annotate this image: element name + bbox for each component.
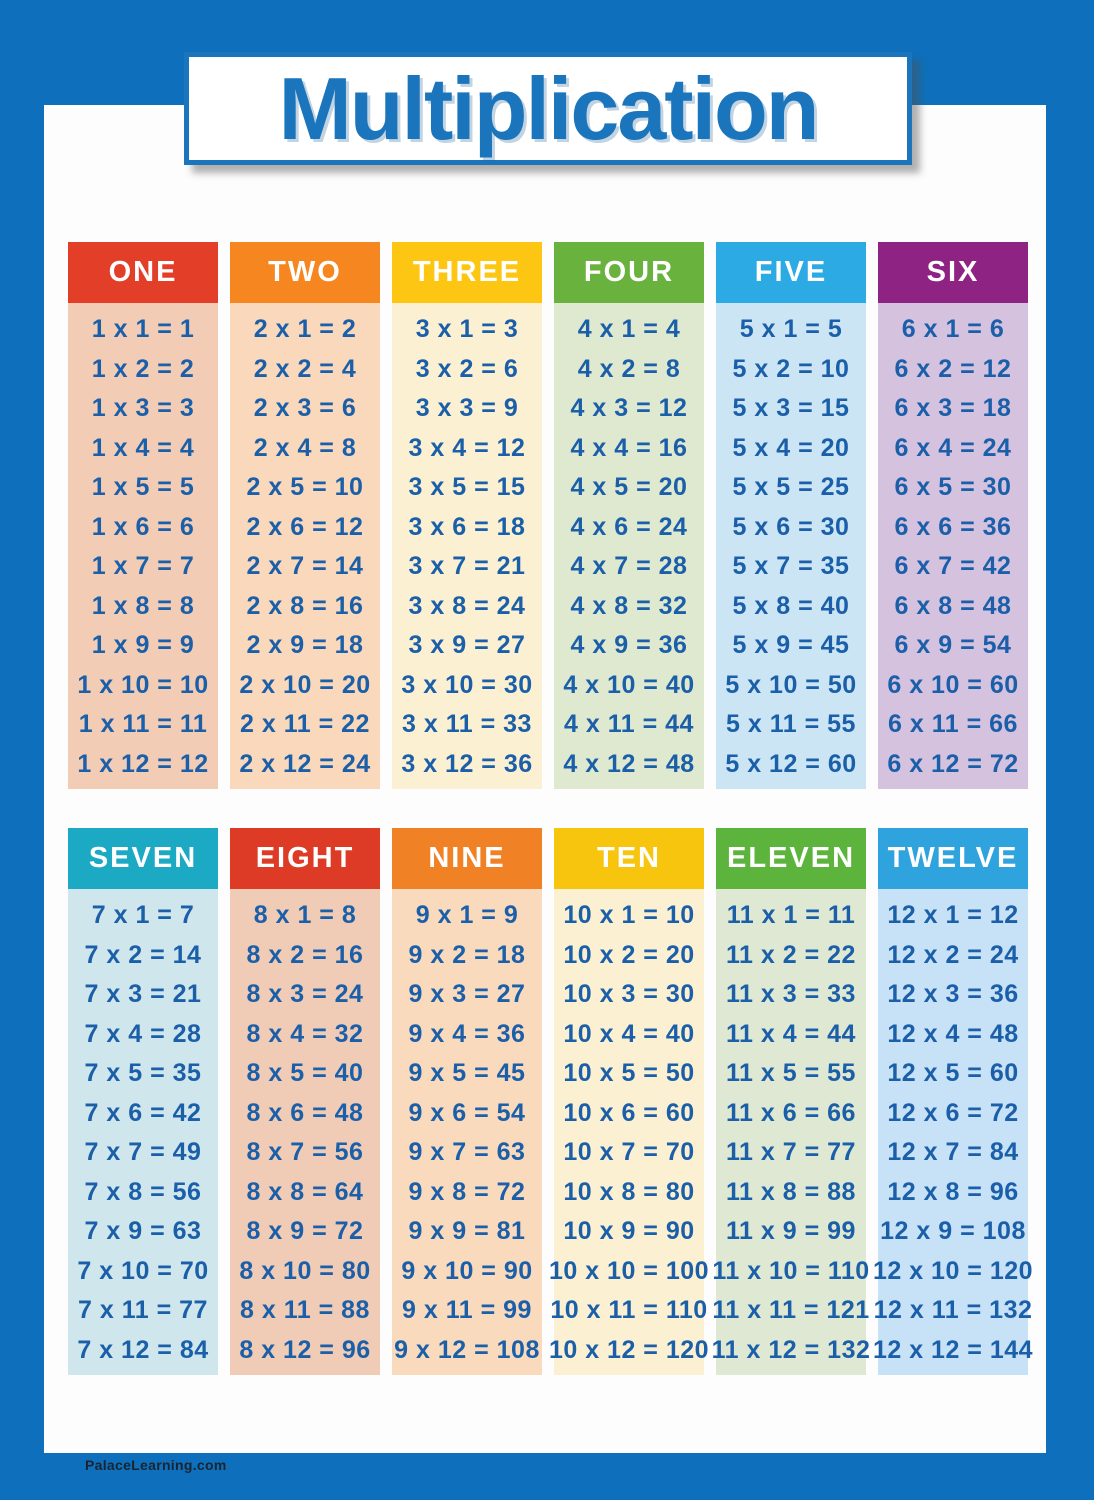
fact-cell: 5 x 10 = 50 [725, 670, 857, 699]
column-body [230, 303, 380, 789]
fact-cell: 9 x 12 = 108 [394, 1335, 540, 1364]
fact-cell: 4 x 3 = 12 [570, 394, 688, 423]
fact-cell: 10 x 1 = 10 [563, 901, 695, 930]
fact-cell: 12 x 12 = 144 [872, 1335, 1034, 1364]
fact-cell: 4 x 11 = 44 [564, 710, 694, 739]
fact-cell: 9 x 9 = 81 [408, 1217, 526, 1246]
fact-cell: 1 x 10 = 10 [77, 670, 209, 699]
tables-row-bottom [68, 828, 1034, 1375]
times-table-five [716, 242, 866, 789]
fact-cell: 3 x 5 = 15 [408, 473, 526, 502]
fact-cell: 2 x 6 = 12 [246, 512, 364, 541]
fact-cell: 10 x 8 = 80 [563, 1177, 695, 1206]
fact-cell: 1 x 5 = 5 [91, 473, 195, 502]
fact-cell: 8 x 4 = 32 [246, 1019, 364, 1048]
fact-cell: 8 x 12 = 96 [239, 1335, 371, 1364]
fact-cell: 3 x 4 = 12 [408, 433, 526, 462]
fact-cell: 12 x 10 = 120 [872, 1256, 1034, 1285]
fact-cell: 6 x 11 = 66 [888, 710, 1018, 739]
times-table-nine [392, 828, 542, 1375]
fact-cell: 9 x 5 = 45 [408, 1059, 526, 1088]
column-body [872, 889, 1034, 1375]
fact-cell: 11 x 6 = 66 [726, 1098, 856, 1127]
fact-cell: 12 x 6 = 72 [887, 1098, 1019, 1127]
fact-cell: 12 x 8 = 96 [887, 1177, 1019, 1206]
page-title: Multiplication [278, 58, 818, 158]
times-table-eight [230, 828, 380, 1375]
fact-cell: 1 x 12 = 12 [77, 749, 209, 778]
fact-cell: 5 x 9 = 45 [732, 631, 850, 660]
fact-cell: 4 x 5 = 20 [570, 473, 688, 502]
fact-cell: 2 x 1 = 2 [253, 315, 357, 344]
fact-cell: 7 x 8 = 56 [84, 1177, 202, 1206]
times-table-three [392, 242, 542, 789]
fact-cell: 11 x 11 = 121 [712, 1296, 870, 1325]
fact-cell: 9 x 10 = 90 [401, 1256, 533, 1285]
fact-cell: 4 x 8 = 32 [570, 591, 688, 620]
fact-cell: 12 x 11 = 132 [873, 1296, 1033, 1325]
column-header-eleven: ELEVEN [716, 828, 866, 889]
fact-cell: 5 x 5 = 25 [732, 473, 850, 502]
fact-cell: 2 x 7 = 14 [246, 552, 364, 581]
fact-cell: 8 x 1 = 8 [253, 901, 357, 930]
fact-cell: 12 x 5 = 60 [887, 1059, 1019, 1088]
fact-cell: 4 x 7 = 28 [570, 552, 688, 581]
fact-cell: 3 x 8 = 24 [408, 591, 526, 620]
fact-cell: 3 x 12 = 36 [401, 749, 533, 778]
fact-cell: 9 x 1 = 9 [415, 901, 519, 930]
fact-cell: 9 x 8 = 72 [408, 1177, 526, 1206]
fact-cell: 12 x 3 = 36 [887, 980, 1019, 1009]
column-header-twelve: TWELVE [878, 828, 1028, 889]
column-body [230, 889, 380, 1375]
fact-cell: 10 x 10 = 100 [548, 1256, 710, 1285]
times-table-seven [68, 828, 218, 1375]
fact-cell: 12 x 2 = 24 [887, 940, 1019, 969]
column-header-two: TWO [230, 242, 380, 303]
fact-cell: 3 x 10 = 30 [401, 670, 533, 699]
times-table-one [68, 242, 218, 789]
fact-cell: 6 x 10 = 60 [887, 670, 1019, 699]
fact-cell: 9 x 4 = 36 [408, 1019, 526, 1048]
fact-cell: 11 x 2 = 22 [726, 940, 856, 969]
fact-cell: 3 x 9 = 27 [408, 631, 526, 660]
fact-cell: 2 x 5 = 10 [246, 473, 364, 502]
column-header-three: THREE [392, 242, 542, 303]
fact-cell: 7 x 1 = 7 [91, 901, 195, 930]
fact-cell: 5 x 3 = 15 [732, 394, 850, 423]
fact-cell: 12 x 9 = 108 [880, 1217, 1026, 1246]
fact-cell: 1 x 3 = 3 [91, 394, 195, 423]
fact-cell: 1 x 11 = 11 [78, 710, 208, 739]
fact-cell: 5 x 4 = 20 [732, 433, 850, 462]
fact-cell: 7 x 9 = 63 [84, 1217, 202, 1246]
fact-cell: 2 x 8 = 16 [246, 591, 364, 620]
fact-cell: 1 x 6 = 6 [91, 512, 195, 541]
column-body [392, 889, 542, 1375]
fact-cell: 5 x 6 = 30 [732, 512, 850, 541]
fact-cell: 6 x 6 = 36 [894, 512, 1012, 541]
column-body [554, 303, 704, 789]
fact-cell: 1 x 1 = 1 [91, 315, 195, 344]
fact-cell: 7 x 7 = 49 [84, 1138, 202, 1167]
fact-cell: 10 x 11 = 110 [550, 1296, 708, 1325]
fact-cell: 6 x 5 = 30 [894, 473, 1012, 502]
fact-cell: 3 x 6 = 18 [408, 512, 526, 541]
column-header-eight: EIGHT [230, 828, 380, 889]
fact-cell: 11 x 3 = 33 [726, 980, 856, 1009]
column-body [711, 889, 871, 1375]
fact-cell: 2 x 3 = 6 [253, 394, 357, 423]
column-header-six: SIX [878, 242, 1028, 303]
fact-cell: 6 x 3 = 18 [894, 394, 1012, 423]
fact-cell: 2 x 12 = 24 [239, 749, 371, 778]
times-table-ten [548, 828, 710, 1375]
fact-cell: 8 x 8 = 64 [246, 1177, 364, 1206]
fact-cell: 11 x 9 = 99 [726, 1217, 856, 1246]
fact-cell: 4 x 10 = 40 [563, 670, 695, 699]
fact-cell: 7 x 6 = 42 [84, 1098, 202, 1127]
fact-cell: 11 x 5 = 55 [726, 1059, 856, 1088]
fact-cell: 5 x 2 = 10 [732, 354, 850, 383]
fact-cell: 12 x 1 = 12 [887, 901, 1019, 930]
column-body [392, 303, 542, 789]
fact-cell: 8 x 10 = 80 [239, 1256, 371, 1285]
column-header-seven: SEVEN [68, 828, 218, 889]
fact-cell: 6 x 8 = 48 [894, 591, 1012, 620]
fact-cell: 8 x 6 = 48 [246, 1098, 364, 1127]
fact-cell: 10 x 7 = 70 [563, 1138, 695, 1167]
column-body [68, 303, 218, 789]
fact-cell: 9 x 7 = 63 [408, 1138, 526, 1167]
times-table-eleven [711, 828, 871, 1375]
times-table-twelve [872, 828, 1034, 1375]
fact-cell: 3 x 3 = 9 [415, 394, 519, 423]
fact-cell: 10 x 2 = 20 [563, 940, 695, 969]
fact-cell: 1 x 4 = 4 [91, 433, 195, 462]
fact-cell: 2 x 11 = 22 [240, 710, 370, 739]
fact-cell: 7 x 5 = 35 [84, 1059, 202, 1088]
column-header-four: FOUR [554, 242, 704, 303]
fact-cell: 4 x 4 = 16 [570, 433, 688, 462]
fact-cell: 6 x 7 = 42 [894, 552, 1012, 581]
fact-cell: 9 x 6 = 54 [408, 1098, 526, 1127]
fact-cell: 8 x 7 = 56 [246, 1138, 364, 1167]
column-body [548, 889, 710, 1375]
fact-cell: 3 x 1 = 3 [415, 315, 519, 344]
fact-cell: 2 x 4 = 8 [253, 433, 357, 462]
times-table-four [554, 242, 704, 789]
fact-cell: 6 x 12 = 72 [887, 749, 1019, 778]
fact-cell: 6 x 4 = 24 [894, 433, 1012, 462]
column-body [716, 303, 866, 789]
fact-cell: 10 x 6 = 60 [563, 1098, 695, 1127]
column-header-ten: TEN [554, 828, 704, 889]
fact-cell: 7 x 11 = 77 [78, 1296, 208, 1325]
fact-cell: 5 x 11 = 55 [726, 710, 856, 739]
fact-cell: 12 x 4 = 48 [887, 1019, 1019, 1048]
fact-cell: 1 x 7 = 7 [91, 552, 195, 581]
fact-cell: 8 x 3 = 24 [246, 980, 364, 1009]
fact-cell: 6 x 2 = 12 [894, 354, 1012, 383]
column-body [878, 303, 1028, 789]
fact-cell: 9 x 3 = 27 [408, 980, 526, 1009]
fact-cell: 8 x 9 = 72 [246, 1217, 364, 1246]
fact-cell: 11 x 8 = 88 [726, 1177, 856, 1206]
fact-cell: 11 x 1 = 11 [726, 901, 856, 930]
fact-cell: 3 x 7 = 21 [408, 552, 526, 581]
fact-cell: 6 x 9 = 54 [894, 631, 1012, 660]
fact-cell: 7 x 10 = 70 [77, 1256, 209, 1285]
fact-cell: 12 x 7 = 84 [887, 1138, 1019, 1167]
column-header-nine: NINE [392, 828, 542, 889]
fact-cell: 5 x 8 = 40 [732, 591, 850, 620]
fact-cell: 10 x 9 = 90 [563, 1217, 695, 1246]
fact-cell: 7 x 2 = 14 [84, 940, 202, 969]
fact-cell: 4 x 2 = 8 [577, 354, 681, 383]
fact-cell: 8 x 11 = 88 [240, 1296, 370, 1325]
fact-cell: 2 x 10 = 20 [239, 670, 371, 699]
column-body [68, 889, 218, 1375]
fact-cell: 8 x 2 = 16 [246, 940, 364, 969]
fact-cell: 4 x 9 = 36 [570, 631, 688, 660]
title-box [184, 52, 912, 165]
fact-cell: 10 x 4 = 40 [563, 1019, 695, 1048]
times-table-two [230, 242, 380, 789]
fact-cell: 11 x 10 = 110 [712, 1256, 870, 1285]
fact-cell: 4 x 6 = 24 [570, 512, 688, 541]
fact-cell: 10 x 3 = 30 [563, 980, 695, 1009]
fact-cell: 11 x 12 = 132 [711, 1335, 871, 1364]
fact-cell: 11 x 7 = 77 [726, 1138, 856, 1167]
fact-cell: 2 x 9 = 18 [246, 631, 364, 660]
footer-credit: PalaceLearning.com [85, 1457, 227, 1473]
fact-cell: 9 x 11 = 99 [402, 1296, 532, 1325]
tables-row-top [68, 242, 1028, 789]
column-header-five: FIVE [716, 242, 866, 303]
fact-cell: 5 x 7 = 35 [732, 552, 850, 581]
fact-cell: 7 x 4 = 28 [84, 1019, 202, 1048]
fact-cell: 7 x 3 = 21 [84, 980, 202, 1009]
fact-cell: 3 x 2 = 6 [415, 354, 519, 383]
fact-cell: 11 x 4 = 44 [726, 1019, 856, 1048]
fact-cell: 10 x 12 = 120 [548, 1335, 710, 1364]
fact-cell: 8 x 5 = 40 [246, 1059, 364, 1088]
fact-cell: 7 x 12 = 84 [77, 1335, 209, 1364]
times-table-six [878, 242, 1028, 789]
fact-cell: 4 x 12 = 48 [563, 749, 695, 778]
fact-cell: 3 x 11 = 33 [402, 710, 532, 739]
fact-cell: 5 x 12 = 60 [725, 749, 857, 778]
fact-cell: 1 x 8 = 8 [91, 591, 195, 620]
column-header-one: ONE [68, 242, 218, 303]
fact-cell: 9 x 2 = 18 [408, 940, 526, 969]
fact-cell: 10 x 5 = 50 [563, 1059, 695, 1088]
fact-cell: 2 x 2 = 4 [253, 354, 357, 383]
fact-cell: 1 x 2 = 2 [91, 354, 195, 383]
fact-cell: 4 x 1 = 4 [577, 315, 681, 344]
fact-cell: 5 x 1 = 5 [739, 315, 843, 344]
fact-cell: 6 x 1 = 6 [901, 315, 1005, 344]
fact-cell: 1 x 9 = 9 [91, 631, 195, 660]
